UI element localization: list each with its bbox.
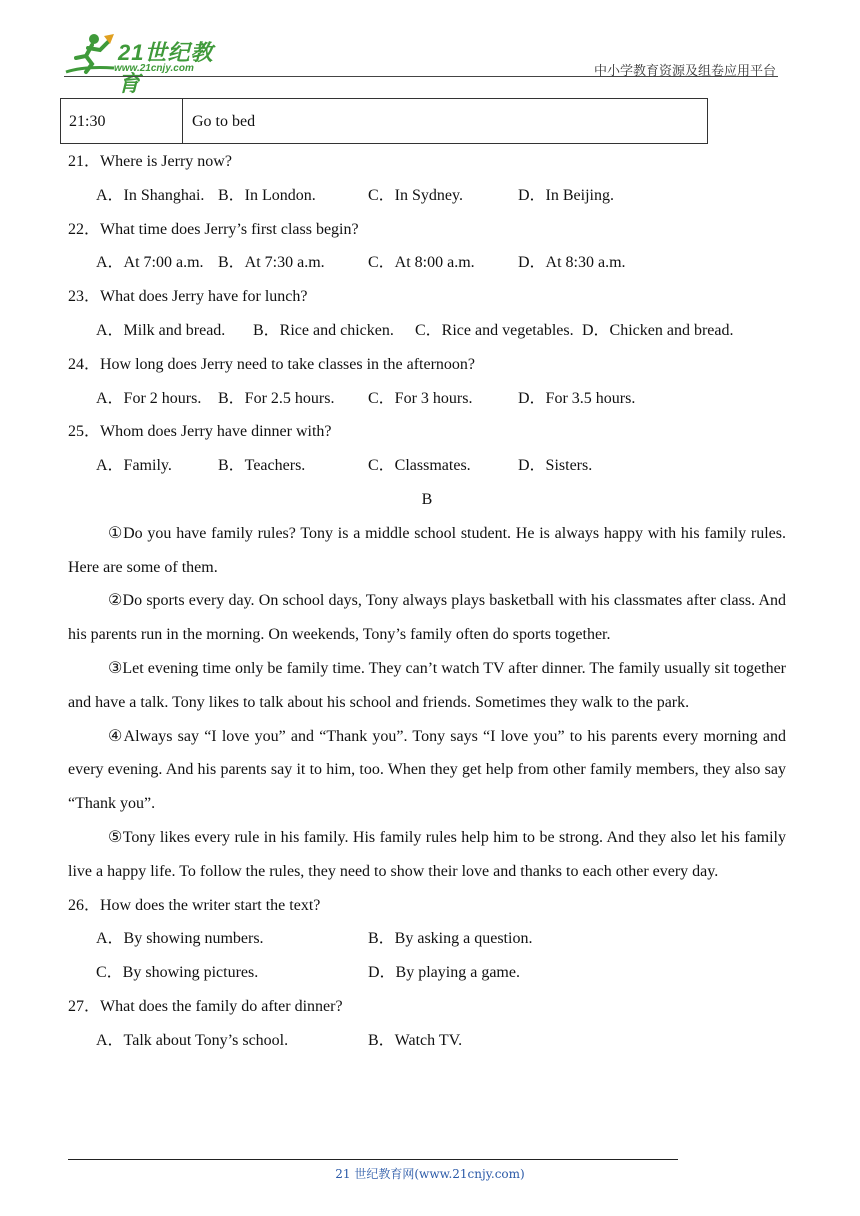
options-26-row1 — [68, 922, 786, 956]
option-a[interactable]: A．In Shanghai. — [96, 186, 205, 204]
options-22 — [68, 246, 786, 280]
option-c[interactable]: C．At 8:00 a.m. — [368, 254, 475, 272]
option-a[interactable]: A．At 7:00 a.m. — [96, 254, 204, 272]
option-d[interactable]: D．At 8:30 a.m. — [518, 254, 626, 272]
option-a[interactable]: A．For 2 hours. — [96, 389, 202, 407]
option-b[interactable]: B．Teachers. — [218, 457, 306, 475]
option-d[interactable]: D．Sisters. — [518, 457, 593, 475]
options-27-row1 — [68, 1024, 786, 1058]
option-d[interactable]: D．By playing a game. — [368, 964, 520, 982]
header-divider — [64, 76, 778, 77]
options-21 — [68, 179, 786, 213]
options-24 — [68, 382, 786, 416]
site-logo — [64, 30, 234, 96]
question-24: 24．How long does Jerry need to take classes in the afternoon? — [68, 355, 475, 373]
passage-paragraph-4: ④Always say “I love you” and “Thank you”. Tony says “I love you” to his parents every morning and every evening. And his parents say it to him, too. When they get help from other family members, they also say “Thank you”. — [68, 727, 786, 813]
page-header — [0, 0, 860, 96]
section-b-title: B — [421, 490, 433, 508]
option-b[interactable]: B．In London. — [218, 186, 316, 204]
option-a[interactable]: A．Family. — [96, 457, 172, 475]
passage-paragraph-3: ③Let evening time only be family time. They can’t watch TV after dinner. The family usually sit together and have a talk. Tony likes to talk about his school and friends. Sometimes they walk to the park. — [68, 659, 786, 711]
question-22: 22．What time does Jerry’s first class begin? — [68, 220, 359, 238]
footer-site[interactable]: 21 世纪教育网(www.21cnjy.com) — [335, 1167, 525, 1181]
option-c[interactable]: C．Classmates. — [368, 457, 471, 475]
question-23: 23．What does Jerry have for lunch? — [68, 288, 308, 306]
question-26: 26．How does the writer start the text? — [68, 896, 321, 914]
option-a[interactable]: A．By showing numbers. — [96, 930, 264, 948]
options-23 — [68, 314, 786, 348]
passage-paragraph-5: ⑤Tony likes every rule in his family. His family rules help him to be strong. And they also let his family live a happy life. To follow the rules, they need to show their love and thanks to each other every day. — [68, 828, 786, 880]
passage-paragraph-1: ①Do you have family rules? Tony is a middle school student. He is always happy with his family rules. Here are some of them. — [68, 524, 786, 576]
logo-url: www.21cnjy.com — [114, 63, 194, 74]
option-b[interactable]: B．By asking a question. — [368, 930, 533, 948]
schedule-time: 21:30 — [61, 99, 183, 143]
option-b[interactable]: B．Rice and chicken. — [253, 321, 394, 339]
question-27: 27．What does the family do after dinner? — [68, 997, 343, 1015]
option-c[interactable]: C．By showing pictures. — [96, 964, 259, 982]
option-d[interactable]: D．In Beijing. — [518, 186, 614, 204]
option-b[interactable]: B．At 7:30 a.m. — [218, 254, 325, 272]
option-c[interactable]: C．Rice and vegetables. — [415, 321, 574, 339]
option-d[interactable]: D．For 3.5 hours. — [518, 389, 636, 407]
option-b[interactable]: B．Watch TV. — [368, 1031, 463, 1049]
option-a[interactable]: A．Talk about Tony’s school. — [96, 1031, 289, 1049]
schedule-activity: Go to bed — [192, 113, 256, 130]
option-d[interactable]: D．Chicken and bread. — [582, 321, 734, 339]
runner-logo-icon — [64, 32, 116, 76]
logo-title: 21世纪教育 — [118, 40, 214, 96]
exam-content — [68, 145, 786, 1058]
passage-paragraph-2: ②Do sports every day. On school days, Tony always plays basketball with his classmates after class. And his parents run in the morning. On weekends, Tony’s family often do sports together. — [68, 592, 786, 644]
question-25: 25．Whom does Jerry have dinner with? — [68, 423, 332, 441]
options-26-row2 — [68, 956, 786, 990]
option-a[interactable]: A．Milk and bread. — [96, 321, 226, 339]
options-25 — [68, 449, 786, 483]
option-c[interactable]: C．In Sydney. — [368, 186, 463, 204]
schedule-table-row — [60, 98, 708, 144]
platform-name: 中小学教育资源及组卷应用平台 — [593, 64, 776, 79]
footer-divider — [68, 1159, 678, 1160]
option-c[interactable]: C．For 3 hours. — [368, 389, 473, 407]
question-21: 21．Where is Jerry now? — [68, 153, 232, 170]
option-b[interactable]: B．For 2.5 hours. — [218, 389, 335, 407]
